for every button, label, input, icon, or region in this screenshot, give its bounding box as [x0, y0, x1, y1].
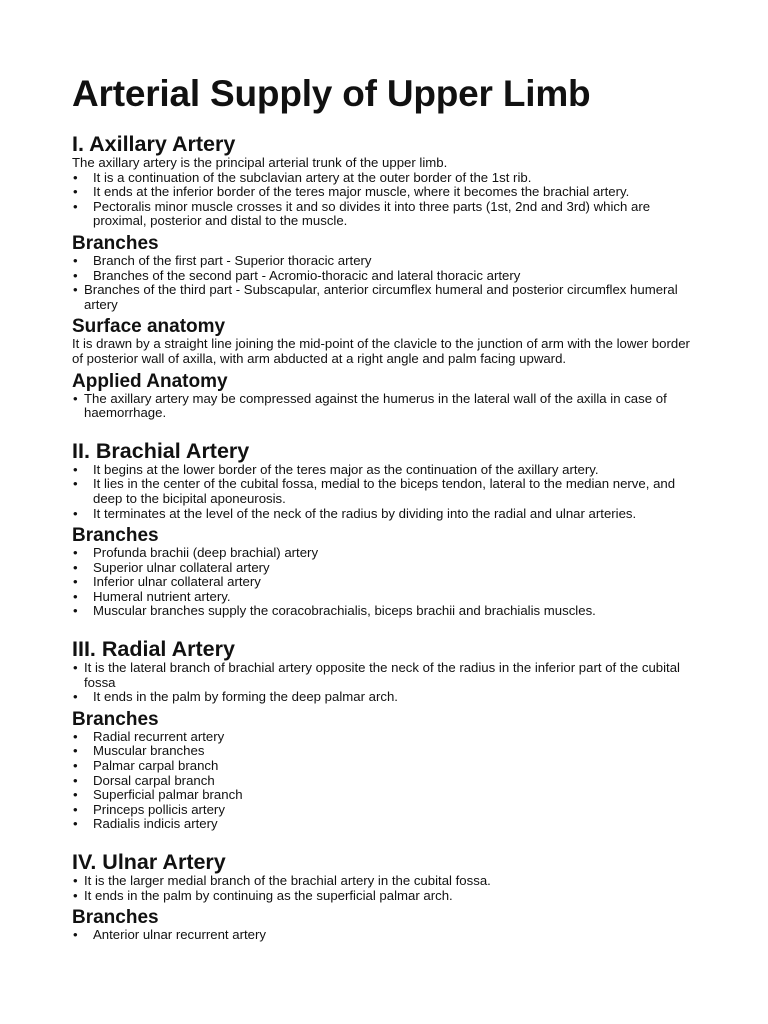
brachial-points [72, 463, 696, 521]
ulnar-points [72, 874, 696, 903]
list-item: • It ends in the palm by forming the deep palmar arch. [72, 690, 696, 705]
surface-anatomy-heading: Surface anatomy [72, 316, 226, 338]
axillary-section [72, 132, 696, 421]
radial-branches [72, 730, 696, 832]
brachial-section [72, 439, 696, 619]
applied-anatomy-list [72, 392, 696, 421]
page-title: Arterial Supply of Upper Limb [72, 73, 591, 114]
ulnar-heading: IV. Ulnar Artery [72, 850, 226, 874]
list-item: • Dorsal carpal branch [72, 774, 696, 789]
list-item: • Muscular branches [72, 744, 696, 759]
list-item: • It lies in the center of the cubital fossa, medial to the biceps tendon, lateral to the median nerve, and deep to the bicipital aponeurosis. [72, 477, 696, 506]
axillary-heading: I. Axillary Artery [72, 132, 236, 156]
axillary-branches-heading: Branches [72, 232, 159, 254]
brachial-branches [72, 546, 696, 619]
radial-heading: III. Radial Artery [72, 637, 235, 662]
radial-points [72, 661, 696, 705]
list-item: • It is the lateral branch of brachial artery opposite the neck of the radius in the inferior part of the cubital fossa [72, 661, 696, 690]
list-item: • It ends in the palm by continuing as the superficial palmar arch. [72, 889, 696, 904]
list-item: • It terminates at the level of the neck of the radius by dividing into the radial and ulnar arteries. [72, 507, 696, 522]
list-item: • Pectoralis minor muscle crosses it and so divides it into three parts (1st, 2nd and 3rd) which are proximal, posterior and distal to the muscle. [72, 200, 696, 229]
list-item: • It is a continuation of the subclavian artery at the outer border of the 1st rib. [72, 171, 696, 186]
list-item: • Palmar carpal branch [72, 759, 696, 774]
list-item: • Anterior ulnar recurrent artery [72, 928, 696, 943]
list-item: • Branches of the second part - Acromio-thoracic and lateral thoracic artery [72, 269, 696, 284]
list-item: • Profunda brachii (deep brachial) artery [72, 546, 696, 561]
surface-anatomy-text: It is drawn by a straight line joining the mid-point of the clavicle to the junction of arm with the lower border of posterior wall of axilla, with arm abducted at a right angle and palm facing upward. [72, 336, 690, 366]
list-item: • Branch of the first part - Superior thoracic artery [72, 254, 696, 269]
list-item: • Humeral nutrient artery. [72, 590, 696, 605]
list-item: • Radial recurrent artery [72, 730, 696, 745]
list-item: • It ends at the inferior border of the teres major muscle, where it becomes the brachial artery. [72, 185, 696, 200]
list-item: • Superior ulnar collateral artery [72, 561, 696, 576]
ulnar-section [72, 850, 696, 943]
radial-section [72, 637, 696, 832]
list-item: • Radialis indicis artery [72, 817, 696, 832]
axillary-branches [72, 254, 696, 312]
list-item: • Muscular branches supply the coracobrachialis, biceps brachii and brachialis muscles. [72, 604, 696, 619]
axillary-intro: The axillary artery is the principal arterial trunk of the upper limb. [72, 155, 448, 170]
radial-branches-heading: Branches [72, 708, 159, 730]
list-item: • Superficial palmar branch [72, 788, 696, 803]
list-item: • The axillary artery may be compressed against the humerus in the lateral wall of the axilla in case of haemorrhage. [72, 392, 696, 421]
applied-anatomy-heading: Applied Anatomy [72, 370, 228, 392]
list-item: • Princeps pollicis artery [72, 803, 696, 818]
list-item: • Inferior ulnar collateral artery [72, 575, 696, 590]
axillary-points [72, 171, 696, 229]
ulnar-branches [72, 928, 696, 943]
list-item: • It begins at the lower border of the teres major as the continuation of the axillary artery. [72, 463, 696, 478]
list-item: • Branches of the third part - Subscapular, anterior circumflex humeral and posterior circumflex humeral artery [72, 283, 696, 312]
brachial-heading: II. Brachial Artery [72, 438, 250, 463]
ulnar-branches-heading: Branches [72, 907, 159, 929]
brachial-branches-heading: Branches [72, 525, 159, 547]
list-item: • It is the larger medial branch of the brachial artery in the cubital fossa. [72, 874, 696, 889]
